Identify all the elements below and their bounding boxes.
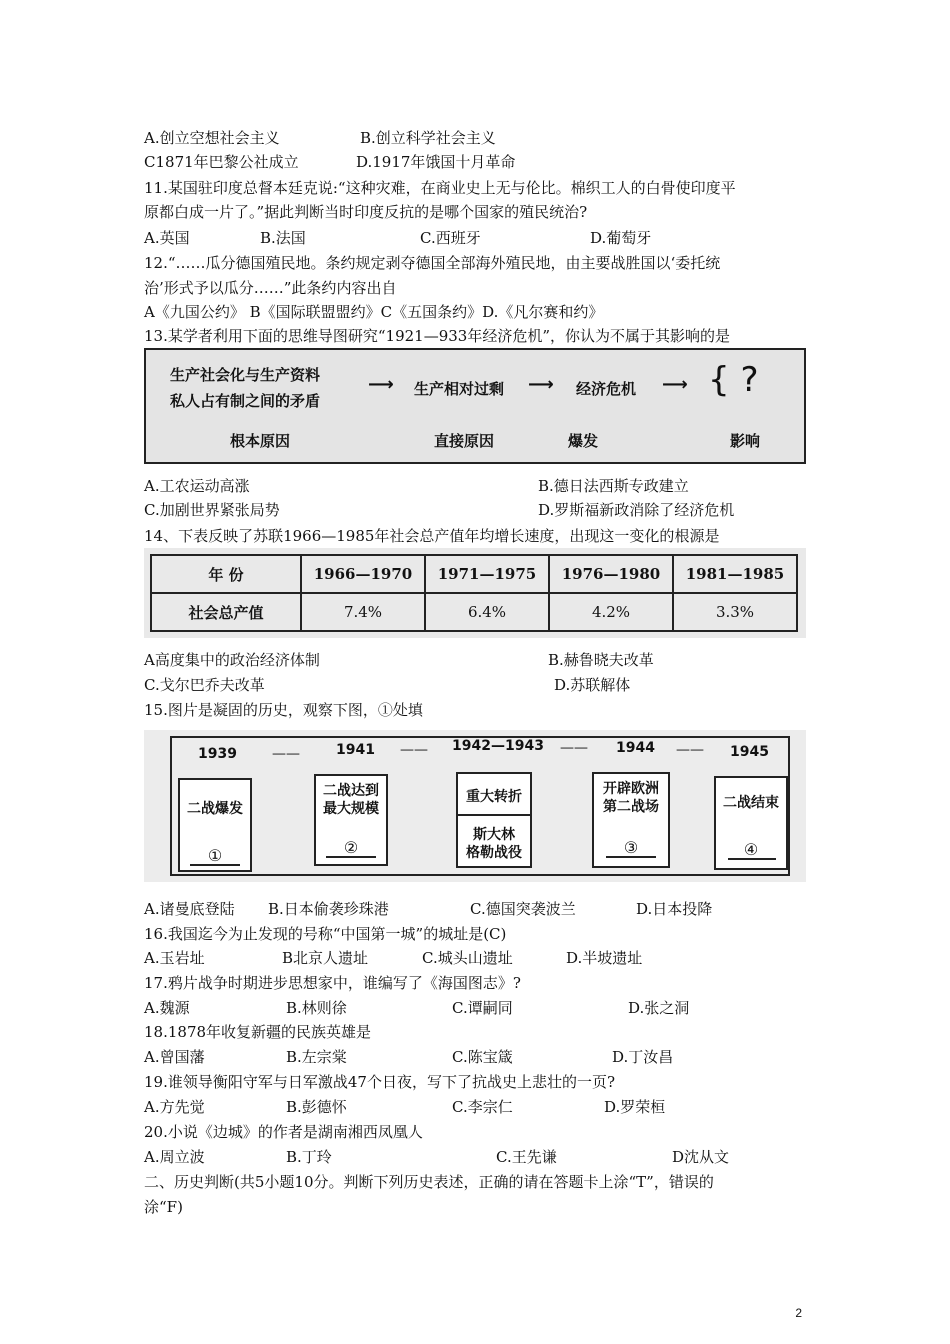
answer-option: A高度集中的政治经济体制 [144, 651, 320, 669]
timeline-blank-line [190, 864, 240, 866]
answer-option: D.半坡遗址 [566, 949, 643, 967]
timeline-blank-number: ② [343, 838, 359, 857]
growth-table-figure [144, 548, 806, 638]
answer-option: D.丁汝昌 [612, 1048, 674, 1066]
question-line: 15.图片是凝固的历史，观察下图，①处填 [144, 701, 423, 719]
ww2-timeline-figure [144, 730, 806, 882]
table-cell: 1976—1980 [549, 555, 673, 593]
mm-question: { ? [708, 360, 759, 400]
answer-option: A.工农运动高涨 [144, 477, 250, 495]
timeline-event-title: 二战达到 最大规模 [323, 783, 379, 817]
answer-option: B.德日法西斯专政建立 [538, 477, 689, 495]
mm-contradiction-1: 生产社会化与生产资料 [170, 366, 321, 384]
timeline-event-title: 二战结束 [723, 795, 779, 811]
question-line: 治’形式予以瓜分……”此条约内容出自 [144, 279, 397, 297]
question-line: 20.小说《边城》的作者是湖南湘西凤凰人 [144, 1123, 423, 1141]
answer-option: A.周立波 [144, 1148, 205, 1166]
table-cell: 7.4% [301, 593, 425, 631]
answer-option: D.苏联解体 [554, 676, 631, 694]
table-header-row [151, 555, 797, 593]
answer-option: B.彭德怀 [286, 1098, 347, 1116]
timeline-blank-line [606, 856, 656, 858]
answer-option: B.丁玲 [286, 1148, 332, 1166]
answer-option: B北京人遗址 [282, 949, 369, 967]
table-cell: 4.2% [549, 593, 673, 631]
timeline-dash: —— [272, 746, 300, 762]
answer-option: D沈从文 [672, 1148, 730, 1166]
timeline-blank-number: ③ [623, 838, 639, 857]
question-line: 二、历史判断(共5小题10分。判断下列历史表述，正确的请在答题卡上涂“T”，错误的 [144, 1173, 714, 1191]
question-line: 涂“F) [144, 1198, 183, 1216]
mm-arrow-2: ⟶ [528, 374, 554, 395]
answer-option: A.曾国藩 [144, 1048, 205, 1066]
question-line: 16.我国迄今为止发现的号称“中国第一城”的城址是(C) [144, 925, 507, 943]
answer-option: C.谭嗣同 [452, 999, 513, 1017]
table-cell: 1981—1985 [673, 555, 797, 593]
mm-label-impact: 影响 [730, 432, 761, 450]
timeline-dash: —— [676, 742, 704, 758]
timeline-blank-number: ① [207, 846, 223, 865]
answer-option: C.城头山遗址 [422, 949, 513, 967]
question-line: 原都白成一片了。”据此判断当时印度反抗的是哪个国家的殖民统治? [144, 203, 588, 221]
table-cell: 1966—1970 [301, 555, 425, 593]
answer-option: B.左宗棠 [286, 1048, 347, 1066]
timeline-year: 1941 [336, 742, 375, 758]
answer-option: B.法国 [260, 229, 306, 247]
timeline-dash: —— [560, 740, 588, 756]
table-cell: 6.4% [425, 593, 549, 631]
answer-option: C.王先谦 [496, 1148, 557, 1166]
answer-option: A.玉岩址 [144, 949, 205, 967]
mm-arrow-3: ⟶ [662, 374, 688, 395]
timeline-event-subtitle: 斯大林 格勒战役 [466, 827, 522, 861]
answer-option: D.日本投降 [636, 900, 713, 918]
question-line: C1871年巴黎公社成立 [144, 153, 299, 171]
answer-option: A.魏源 [144, 999, 190, 1017]
table-cell: 年 份 [151, 555, 301, 593]
answer-option: A.方先觉 [144, 1098, 205, 1116]
answer-option: C.李宗仁 [452, 1098, 513, 1116]
question-line: 17.鸦片战争时期进步思想家中，谁编写了《海国图志》? [144, 974, 521, 992]
timeline-blank-line [728, 858, 776, 860]
mm-label-direct: 直接原因 [434, 432, 495, 450]
timeline-event-title: 开辟欧洲 第二战场 [603, 781, 659, 815]
answer-option: B.林则徐 [286, 999, 347, 1017]
answer-option: C.陈宝箴 [452, 1048, 513, 1066]
timeline-event-title: 重大转折 [466, 789, 522, 805]
answer-option: A.创立空想社会主义 [144, 129, 280, 147]
mm-label-outbreak: 爆发 [568, 432, 599, 450]
mm-label-root: 根本原因 [230, 432, 291, 450]
table-cell: 社会总产值 [151, 593, 301, 631]
table-row [151, 593, 797, 631]
timeline-event-title: 二战爆发 [187, 801, 243, 817]
answer-option: D.葡萄牙 [590, 229, 652, 247]
answer-option: B.创立科学社会主义 [360, 129, 496, 147]
timeline-year: 1939 [198, 746, 237, 762]
question-line: 11.某国驻印度总督本廷克说:“这种灾难，在商业史上无与伦比。棉织工人的白骨使印度平 [144, 179, 736, 197]
mind-map-figure [144, 348, 806, 464]
answer-option: C.戈尔巴乔夫改革 [144, 676, 265, 694]
table-cell: 1971—1975 [425, 555, 549, 593]
question-line: A《九国公约》 B《国际联盟盟约》C《五国条约》D.《凡尔赛和约》 [144, 303, 604, 321]
answer-option: A.诸曼底登陆 [144, 900, 235, 918]
question-line: 12.“……瓜分德国殖民地。条约规定剥夺德国全部海外殖民地，由主要战胜国以‘委托统 [144, 254, 721, 272]
timeline-blank-line [326, 856, 376, 858]
mm-overproduction: 生产相对过剩 [414, 380, 505, 398]
page-number: 2 [795, 1306, 802, 1320]
answer-option: D.张之洞 [628, 999, 690, 1017]
timeline-year: 1944 [616, 740, 655, 756]
timeline-box-divider [456, 814, 532, 816]
question-line: 14、下表反映了苏联1966—1985年社会总产值年均增长速度，出现这一变化的根源是 [144, 527, 720, 545]
answer-option: D.1917年饿国十月革命 [356, 153, 516, 171]
table-cell: 3.3% [673, 593, 797, 631]
question-line: 13.某学者利用下面的思维导图研究“1921—933年经济危机”，你认为不属于其影响的是 [144, 327, 730, 345]
answer-option: C.西班牙 [420, 229, 481, 247]
answer-option: C.加剧世界紧张局势 [144, 501, 280, 519]
answer-option: D.罗荣桓 [604, 1098, 666, 1116]
mm-crisis: 经济危机 [576, 380, 637, 398]
timeline-year: 1942—1943 [452, 738, 544, 754]
growth-table [150, 554, 798, 632]
answer-option: D.罗斯福新政消除了经济危机 [538, 501, 735, 519]
question-line: 19.谁领导衡阳守军与日军激战47个日夜，写下了抗战史上悲壮的一页? [144, 1073, 615, 1091]
answer-option: C.德国突袭波兰 [470, 900, 576, 918]
timeline-blank-number: ④ [743, 840, 759, 859]
answer-option: A.英国 [144, 229, 190, 247]
timeline-dash: —— [400, 742, 428, 758]
answer-option: B.日本偷袭珍珠港 [268, 900, 389, 918]
timeline-year: 1945 [730, 744, 769, 760]
mm-contradiction-2: 私人占有制之间的矛盾 [170, 392, 321, 410]
question-line: 18.1878年收复新疆的民族英雄是 [144, 1023, 372, 1041]
answer-option: B.赫鲁晓夫改革 [548, 651, 654, 669]
mm-arrow-1: ⟶ [368, 374, 394, 395]
